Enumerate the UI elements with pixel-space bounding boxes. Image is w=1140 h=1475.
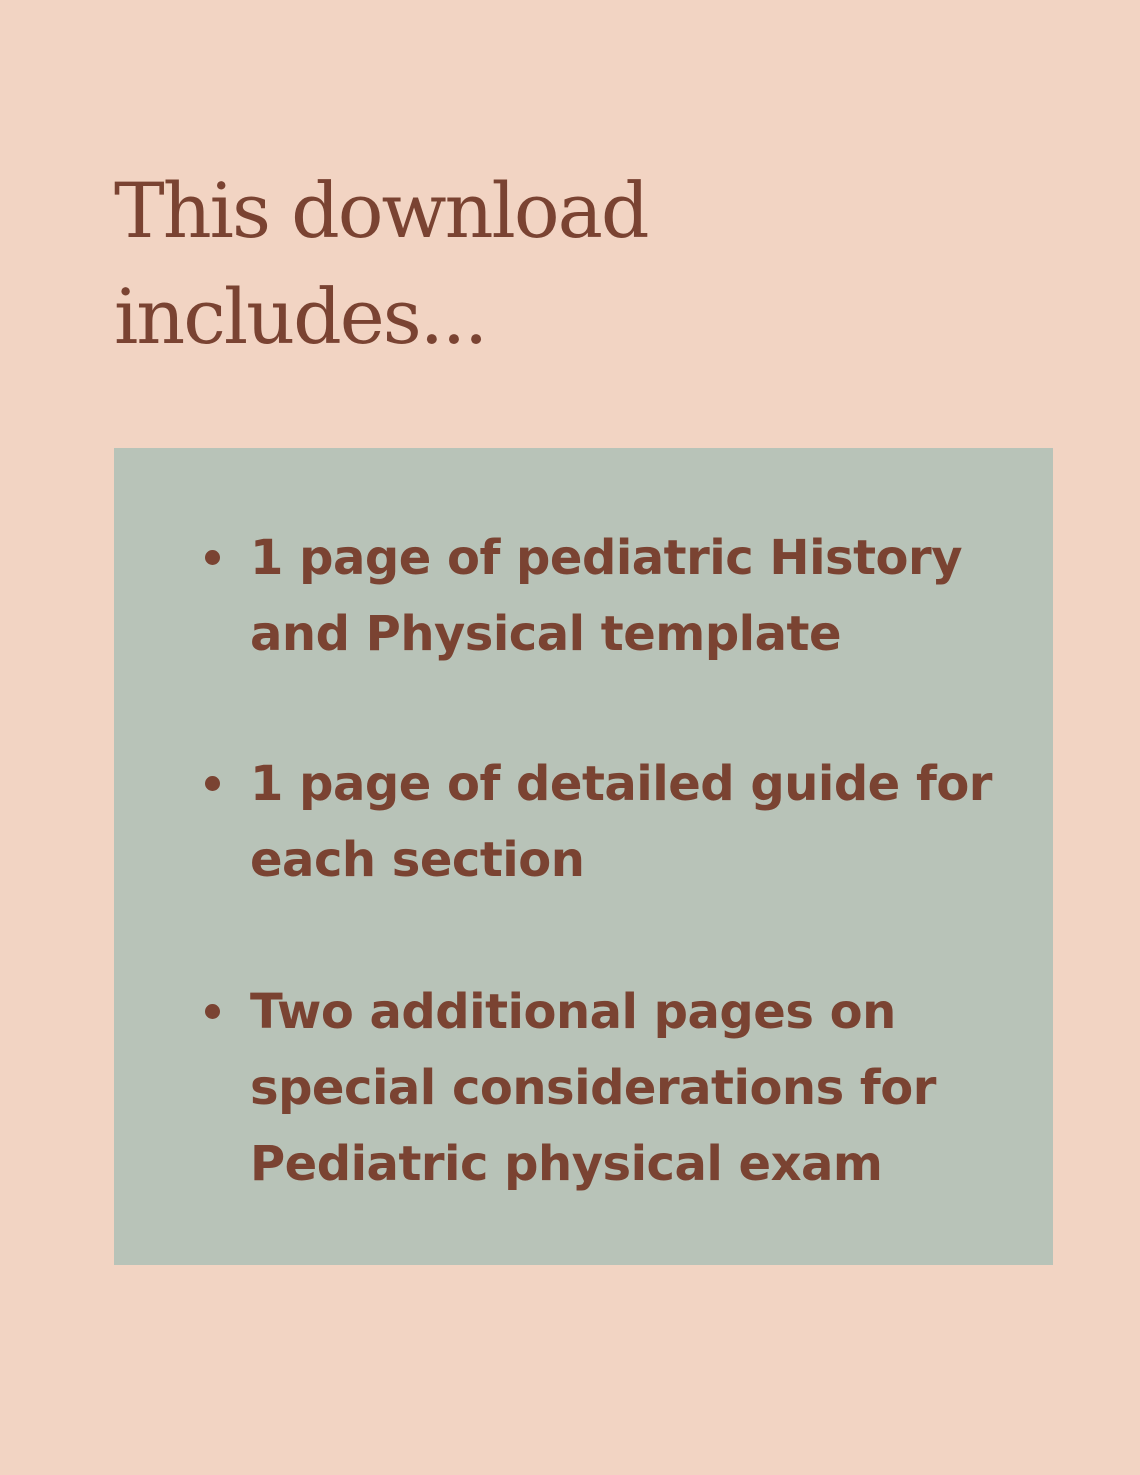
bullet-icon xyxy=(205,776,220,791)
heading-line-2: includes... xyxy=(114,272,487,361)
list-item-line: Two additional pages on xyxy=(250,984,896,1040)
list-item-line: 1 page of detailed guide for xyxy=(250,756,992,812)
contents-panel xyxy=(114,448,1053,1265)
list-item-line: Pediatric physical exam xyxy=(250,1136,883,1192)
list-item-line: and Physical template xyxy=(250,606,842,662)
page-heading xyxy=(114,158,814,370)
list-item-line: 1 page of pediatric History xyxy=(250,530,962,586)
heading-line-1: This download xyxy=(114,166,648,255)
list-item-text xyxy=(250,746,1030,898)
bullet-icon xyxy=(205,1004,220,1019)
bullet-icon xyxy=(205,550,220,565)
list-item-line: each section xyxy=(250,832,585,888)
list-item-line: special considerations for xyxy=(250,1060,936,1116)
list-item-text xyxy=(250,974,1030,1202)
list-item-text xyxy=(250,520,1030,672)
